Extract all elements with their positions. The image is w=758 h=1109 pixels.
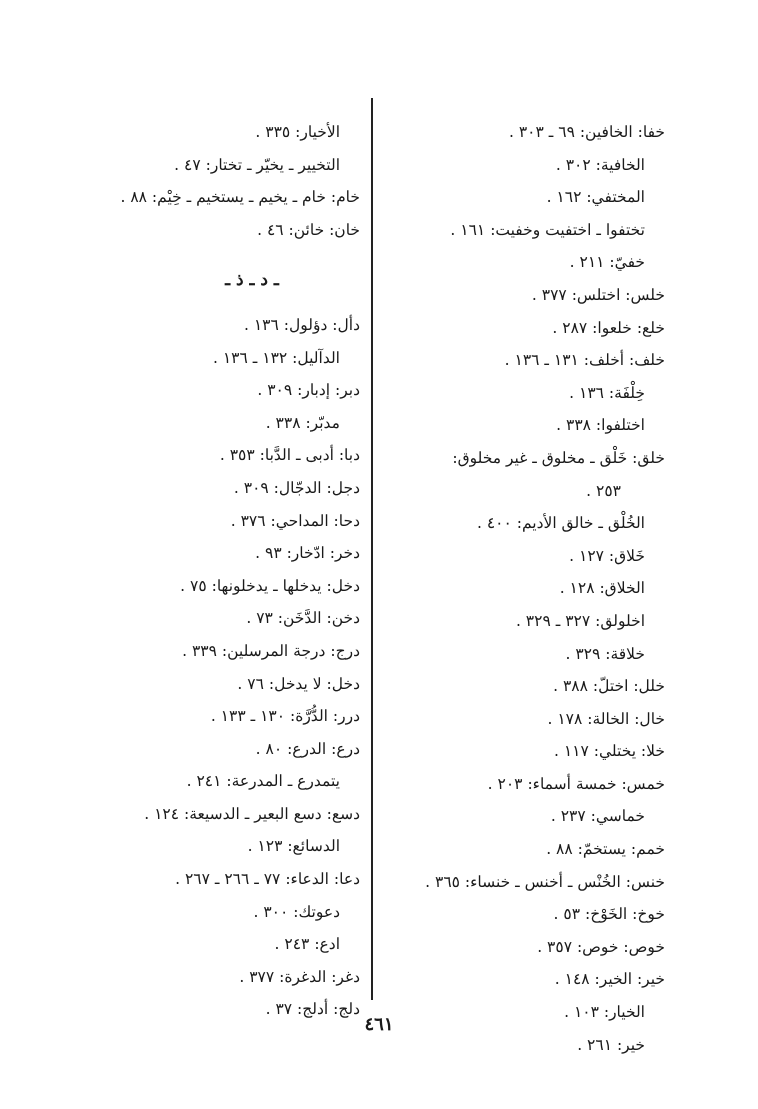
index-entry: يتمدرع ـ المدرعة: ٢٤١ . [186,772,340,791]
index-entry: خِلْفَة: ١٣٦ . [569,383,645,402]
index-entry: اخلولق: ٣٢٧ ـ ٣٢٩ . [515,611,645,630]
index-entry: دلج: أدلج: ٣٧ . [265,1000,360,1019]
right-column [375,116,665,1061]
index-entry: خفا: الخافين: ٦٩ ـ ٣٠٣ . [509,123,665,141]
index-entry: خلا: يختلي: ١١٧ . [553,742,665,761]
index-entry: ٢٥٣ . [586,481,621,500]
index-entry: دخن: الدَّخَن: ٧٣ . [246,609,360,628]
index-entry: خير: ٢٦١ . [577,1035,645,1054]
left-column-bottom-entries [60,309,360,1026]
index-entry: دبا: أدبى ـ الدَّبا: ٣٥٣ . [219,446,360,465]
section-title: ـ د ـ ذ ـ [225,270,279,291]
index-entry: دخر: ادّخار: ٩٣ . [255,544,360,563]
index-entry: خوص: خوص: ٣٥٧ . [537,937,665,956]
index-entry: خماسي: ٢٣٧ . [550,807,645,826]
index-entry: خوخ: الخَوْخ: ٥٣ . [553,905,665,924]
index-entry: درع: الدرع: ٨٠ . [255,739,360,758]
index-entry: خنس: الخُنْس ـ أخنس ـ خنساء: ٣٦٥ . [425,872,665,891]
index-entry: الخلاق: ١٢٨ . [559,579,645,598]
index-entry: دعوتك: ٣٠٠ . [253,902,340,921]
index-entry: دجل: الدجّال: ٣٠٩ . [233,478,360,497]
index-entry: خَلاق: ١٢٧ . [569,546,645,565]
index-entry: دخل: يدخلها ـ يدخلونها: ٧٥ . [180,576,360,595]
column-divider [371,98,373,1000]
index-entry: الخافية: ٣٠٢ . [555,155,645,174]
index-entry: دعا: الدعاء: ٧٧ ـ ٢٦٦ ـ ٢٦٧ . [175,870,360,889]
index-entry: ادع: ٢٤٣ . [274,935,340,954]
index-entry: دخل: لا يدخل: ٧٦ . [237,674,360,693]
left-column-top-entries [60,116,360,246]
index-entry: خفيّ: ٢١١ . [569,253,645,272]
index-entry: درر: الدُّرَّة: ١٣٠ ـ ١٣٣ . [210,707,360,726]
index-entry: خلس: اختلس: ٣٧٧ . [531,285,665,304]
index-entry: خمم: يستخمّ: ٨٨ . [546,840,665,859]
index-entry: الأخيار: ٣٣٥ . [255,123,340,141]
index-entry: التخيير ـ يخيّر ـ تختار: ٤٧ . [174,155,340,174]
index-entry: دبر: إدبار: ٣٠٩ . [257,381,360,400]
index-entry: خمس: خمسة أسماء: ٢٠٣ . [487,774,665,793]
index-entry: دسع: دسع البعير ـ الدسيعة: ١٢٤ . [144,804,360,823]
index-entry: مدبّر: ٣٣٨ . [265,413,340,432]
index-entry: خلع: خلعوا: ٢٨٧ . [552,318,665,337]
index-entry: خير: الخير: ١٤٨ . [554,970,665,989]
index-entry: الخُلْق ـ خالق الأديم: ٤٠٠ . [476,514,645,533]
index-entry: الدآليل: ١٣٢ ـ ١٣٦ . [213,348,340,367]
index-entry: خال: الخالة: ١٧٨ . [547,709,665,728]
index-entry: خلل: اختلّ: ٣٨٨ . [553,677,665,696]
index-entry: خان: خائن: ٤٦ . [257,220,360,239]
index-entry: اختلفوا: ٣٣٨ . [556,416,645,435]
index-entry: الخيار: ١٠٣ . [564,1003,645,1022]
index-entry: تختفوا ـ اختفيت وخفيت: ١٦١ . [450,220,645,239]
left-column [60,116,360,1026]
index-entry: المختفي: ١٦٢ . [546,188,645,207]
page-number: ٤٦١ [364,1014,394,1035]
index-entry: دحا: المداحي: ٣٧٦ . [230,511,360,530]
index-entry: خلاقة: ٣٢٩ . [565,644,645,663]
index-entry: الدسائع: ١٢٣ . [247,837,340,856]
index-entry: خلق: خَلْق ـ مخلوق ـ غير مخلوق: [452,448,665,467]
index-entry: دغر: الدغرة: ٣٧٧ . [239,967,360,986]
index-entry: درج: درجة المرسلين: ٣٣٩ . [182,641,360,660]
index-entry: دأل: دؤلول: ١٣٦ . [244,315,360,334]
index-entry: خام: خام ـ يخيم ـ يستخيم ـ خِيْم: ٨٨ . [120,188,360,207]
index-entry: خلف: أخلف: ١٣١ ـ ١٣٦ . [504,351,665,370]
